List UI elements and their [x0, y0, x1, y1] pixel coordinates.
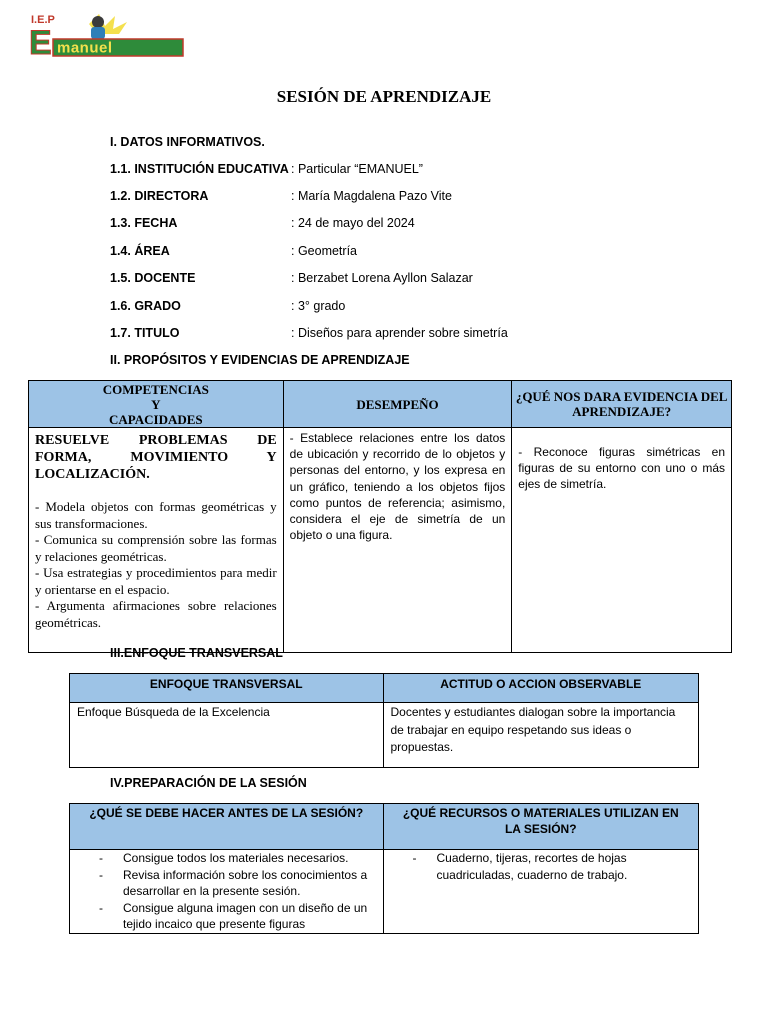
- header-recursos: ¿QUÉ RECURSOS O MATERIALES UTILIZAN EN LA SESIÓN?: [383, 804, 699, 850]
- datos-label: 1.4. ÁREA: [110, 244, 170, 258]
- datos-label: 1.6. GRADO: [110, 299, 181, 313]
- page-title: SESIÓN DE APRENDIZAJE: [276, 87, 492, 106]
- capacidad-item: - Modela objetos con formas geométricas y sus transformaciones.: [35, 499, 277, 531]
- antes-item: - Consigue todos los materiales necesarios.: [70, 850, 383, 867]
- datos-label: 1.7. TITULO: [110, 326, 180, 340]
- header-antes: ¿QUÉ SE DEBE HACER ANTES DE LA SESIÓN?: [70, 804, 384, 850]
- datos-value: : 24 de mayo del 2024: [291, 216, 415, 230]
- header-enfoque: ENFOQUE TRANSVERSAL: [70, 674, 384, 703]
- logo-name: manuel: [57, 39, 113, 57]
- datos-value: : 3° grado: [291, 299, 346, 313]
- antes-item: - Consigue alguna imagen con un diseño de un tejido incaico que presente figuras: [70, 900, 383, 933]
- datos-value: : Particular “EMANUEL”: [291, 162, 423, 176]
- datos-label: 1.3. FECHA: [110, 216, 178, 230]
- section-datos-heading: I. DATOS INFORMATIVOS.: [110, 135, 265, 149]
- datos-row: [110, 326, 508, 340]
- datos-row: [110, 189, 452, 203]
- datos-row: [110, 244, 357, 258]
- enfoque-table: [69, 673, 699, 768]
- propositos-table: [28, 380, 732, 653]
- enfoque-cell: Enfoque Búsqueda de la Excelencia: [70, 703, 384, 768]
- person-icon: [91, 16, 105, 39]
- header-desempeno: DESEMPEÑO: [283, 381, 512, 428]
- datos-value: : María Magdalena Pazo Vite: [291, 189, 452, 203]
- antes-item: - Revisa información sobre los conocimientos a desarrollar en la presente sesión.: [70, 867, 383, 900]
- datos-value: : Diseños para aprender sobre simetría: [291, 326, 508, 340]
- competencias-cell: [29, 428, 284, 653]
- competencia-title: RESUELVE PROBLEMAS DE FORMA, MOVIMIENTO Y LOCALIZACIÓN.: [35, 433, 277, 482]
- datos-value: : Geometría: [291, 244, 357, 258]
- section-propositos-heading: II. PROPÓSITOS Y EVIDENCIAS DE APRENDIZAJE: [110, 353, 410, 367]
- datos-row: [110, 162, 423, 176]
- header-evidencia: ¿QUÉ NOS DARA EVIDENCIA DEL APRENDIZAJE?: [512, 381, 732, 428]
- school-logo: [27, 12, 185, 58]
- datos-label: 1.1. INSTITUCIÓN EDUCATIVA: [110, 162, 289, 176]
- desempeno-cell: - Establece relaciones entre los datos de ubicación y recorrido de lo objetos y personas del entorno, y los expresa en un gráfico, teniendo a los objetos fijos como puntos de referencia; asimismo, considera el eje de simetría de un objeto o una figura.: [283, 428, 512, 653]
- header-actitud: ACTITUD O ACCION OBSERVABLE: [383, 674, 699, 703]
- antes-cell: [70, 850, 384, 934]
- datos-label: 1.2. DIRECTORA: [110, 189, 209, 203]
- capacidad-item: - Argumenta afirmaciones sobre relaciones geométricas.: [35, 598, 277, 630]
- actitud-cell: Docentes y estudiantes dialogan sobre la importancia de trabajar en equipo respetando sus ideas o propuestas.: [383, 703, 699, 768]
- datos-row: [110, 271, 473, 285]
- datos-label: 1.5. DOCENTE: [110, 271, 196, 285]
- recursos-cell: [383, 850, 699, 934]
- header-competencias: COMPETENCIAS Y CAPACIDADES: [29, 381, 284, 428]
- capacidad-item: - Comunica su comprensión sobre las formas y relaciones geométricas.: [35, 532, 277, 564]
- recursos-item: - Cuaderno, tijeras, recortes de hojas cuadriculadas, cuaderno de trabajo.: [384, 850, 699, 883]
- datos-row: [110, 216, 415, 230]
- logo-big-e: E: [29, 24, 52, 58]
- preparacion-table: [69, 803, 699, 934]
- datos-value: : Berzabet Lorena Ayllon Salazar: [291, 271, 473, 285]
- section-enfoque-heading: III.ENFOQUE TRANSVERSAL: [110, 646, 283, 660]
- capacidad-item: - Usa estrategias y procedimientos para medir y orientarse en el espacio.: [35, 565, 277, 597]
- evidencia-cell: - Reconoce figuras simétricas en figuras de su entorno con uno o más ejes de simetría.: [512, 428, 732, 653]
- section-preparacion-heading: IV.PREPARACIÓN DE LA SESIÓN: [110, 776, 307, 790]
- logo-top-text: I.E.P: [31, 14, 55, 26]
- datos-row: [110, 299, 345, 313]
